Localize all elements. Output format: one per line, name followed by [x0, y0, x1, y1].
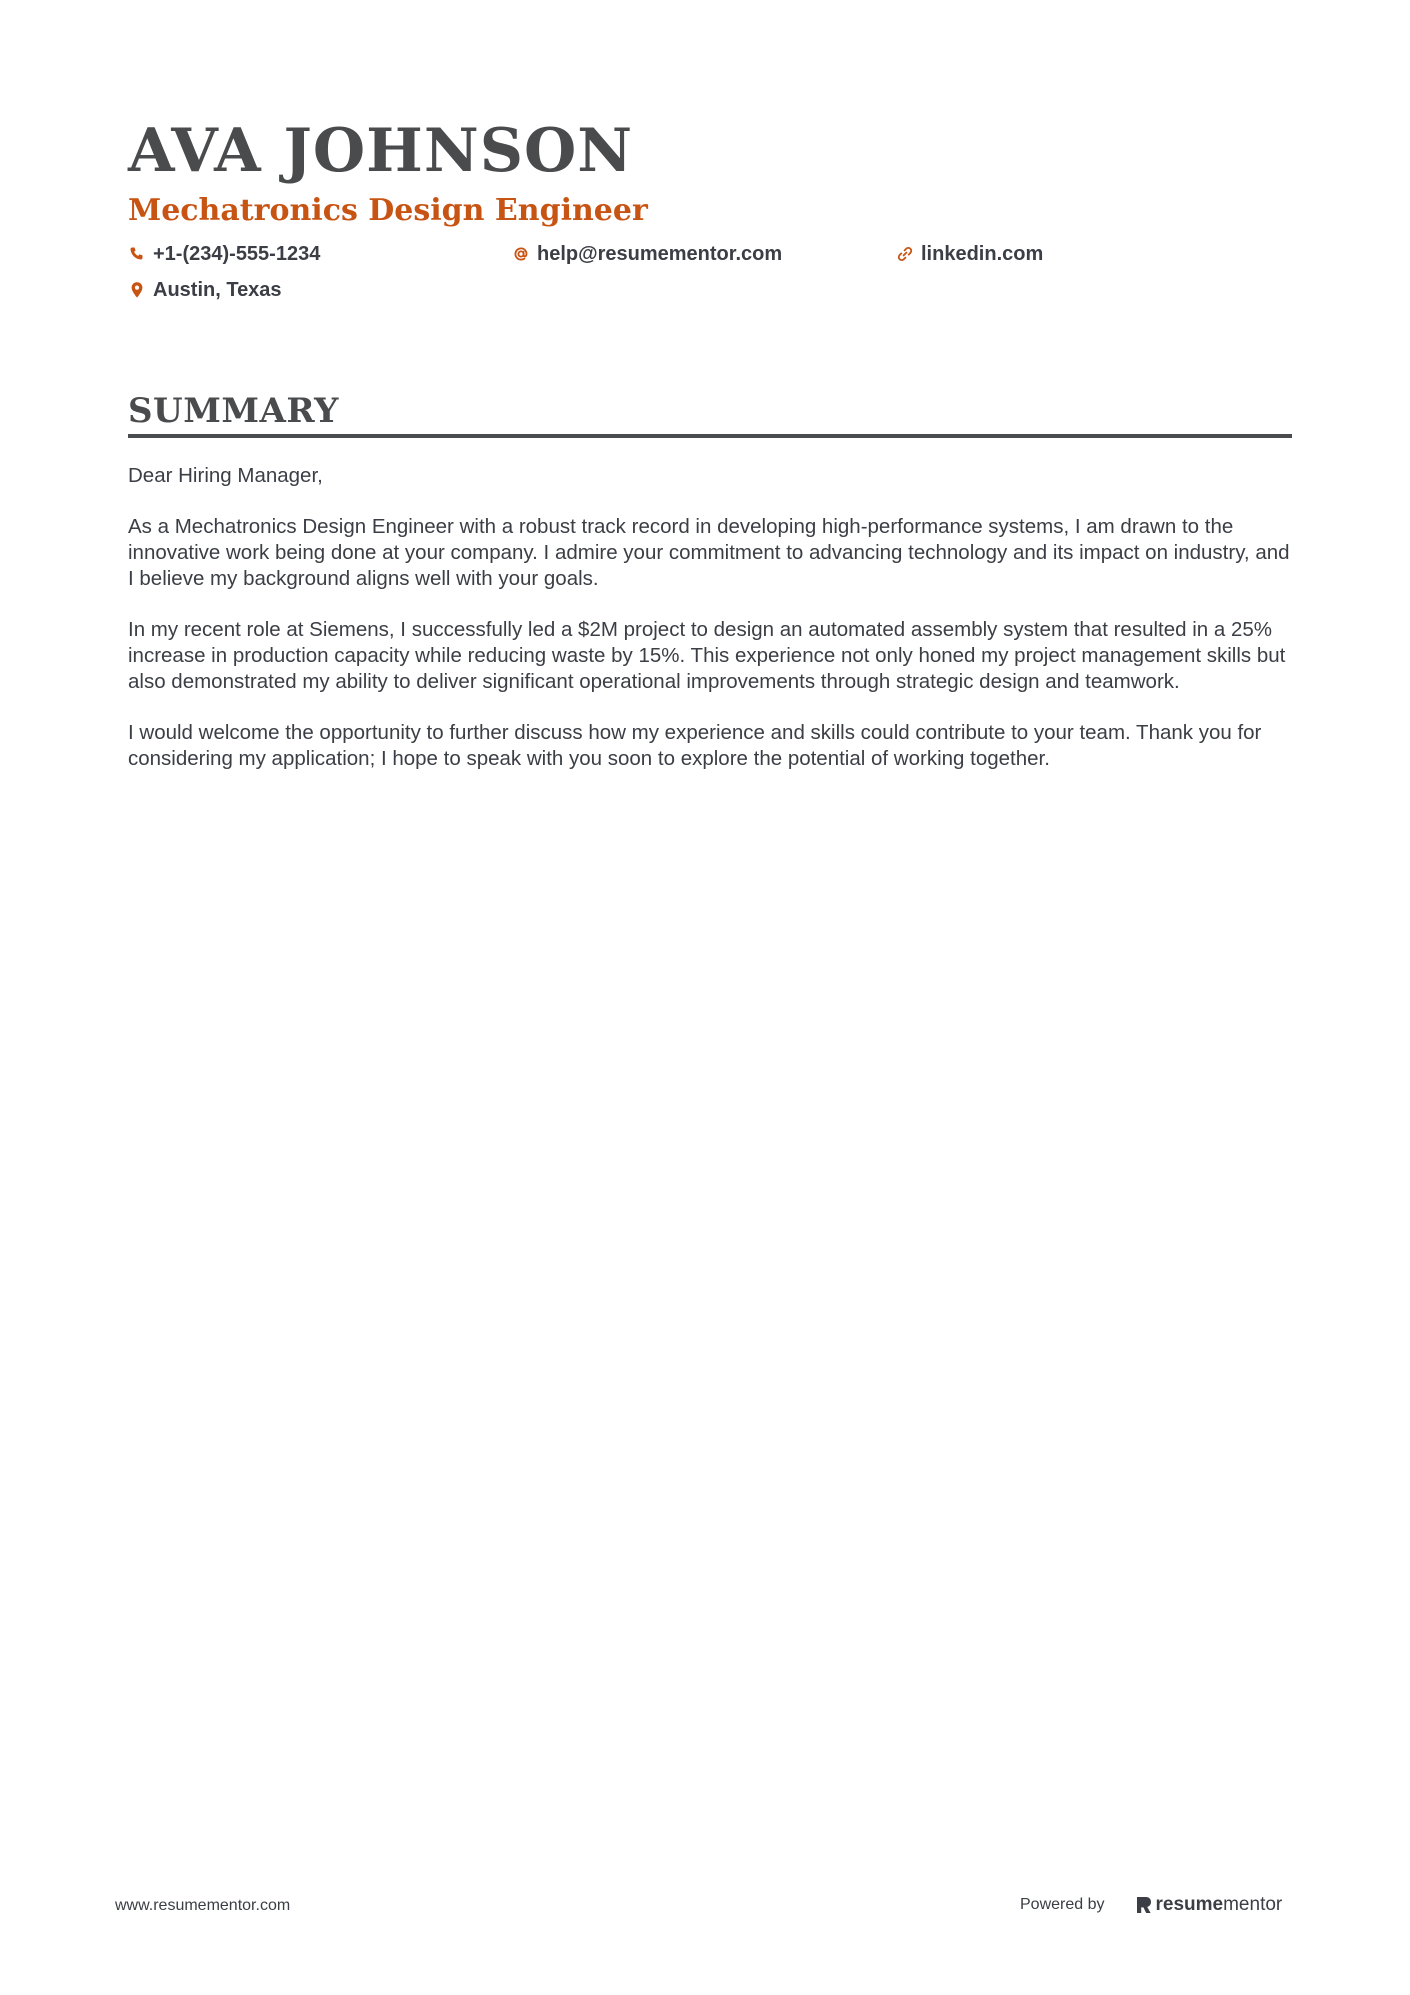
summary-heading: SUMMARY: [128, 391, 339, 431]
powered-by-label: Powered by: [1020, 1896, 1105, 1913]
candidate-name: AVA JOHNSON: [128, 116, 634, 186]
location-value: Austin, Texas: [153, 278, 282, 301]
link-icon: [896, 245, 914, 263]
location-pin-icon: [128, 281, 146, 299]
resume-header: [128, 115, 1292, 309]
email-value: help@resumementor.com: [537, 242, 783, 265]
contact-link[interactable]: [896, 239, 1043, 269]
contact-location: [128, 275, 282, 305]
contact-phone: [128, 239, 320, 269]
brand-logo[interactable]: [1135, 1894, 1283, 1916]
at-icon: [512, 245, 530, 263]
paragraph-closing: I would welcome the opportunity to further discuss how my experience and skills could contribute to your team. Thank you for considering my application; I hope to speak with you soon to explore the potential of working together.: [128, 720, 1262, 770]
contact-email[interactable]: [512, 239, 782, 269]
brand-name-light: mentor: [1223, 1894, 1283, 1915]
cover-letter-body: [128, 463, 1292, 797]
link-value: linkedin.com: [921, 242, 1044, 265]
paragraph-experience: In my recent role at Siemens, I successfully led a $2M project to design an automated assembly system that resulted in a 25% increase in production capacity while reducing waste by 15%. This experience not only honed my project management skills but also demonstrated my ability to deliver significant operational improvements through strategic design and teamwork.: [128, 618, 1286, 693]
summary-section: [128, 390, 1292, 438]
phone-icon: [128, 245, 146, 263]
contact-info: [128, 239, 1292, 309]
resumementor-logo-icon: [1135, 1895, 1153, 1915]
salutation: Dear Hiring Manager,: [128, 464, 323, 487]
job-title: Mechatronics Design Engineer: [128, 193, 648, 228]
footer-branding: [1020, 1892, 1282, 1918]
section-divider: [128, 434, 1292, 438]
brand-name-bold: resume: [1155, 1894, 1224, 1915]
footer-website[interactable]: www.resumementor.com: [115, 1897, 291, 1914]
paragraph-intro: As a Mechatronics Design Engineer with a robust track record in developing high-performance systems, I am drawn to the innovative work being done at your company. I admire your commitment to advancing technology and its impact on industry, and I believe my background aligns well with your goals.: [128, 515, 1290, 590]
phone-value: +1-(234)-555-1234: [153, 242, 321, 265]
